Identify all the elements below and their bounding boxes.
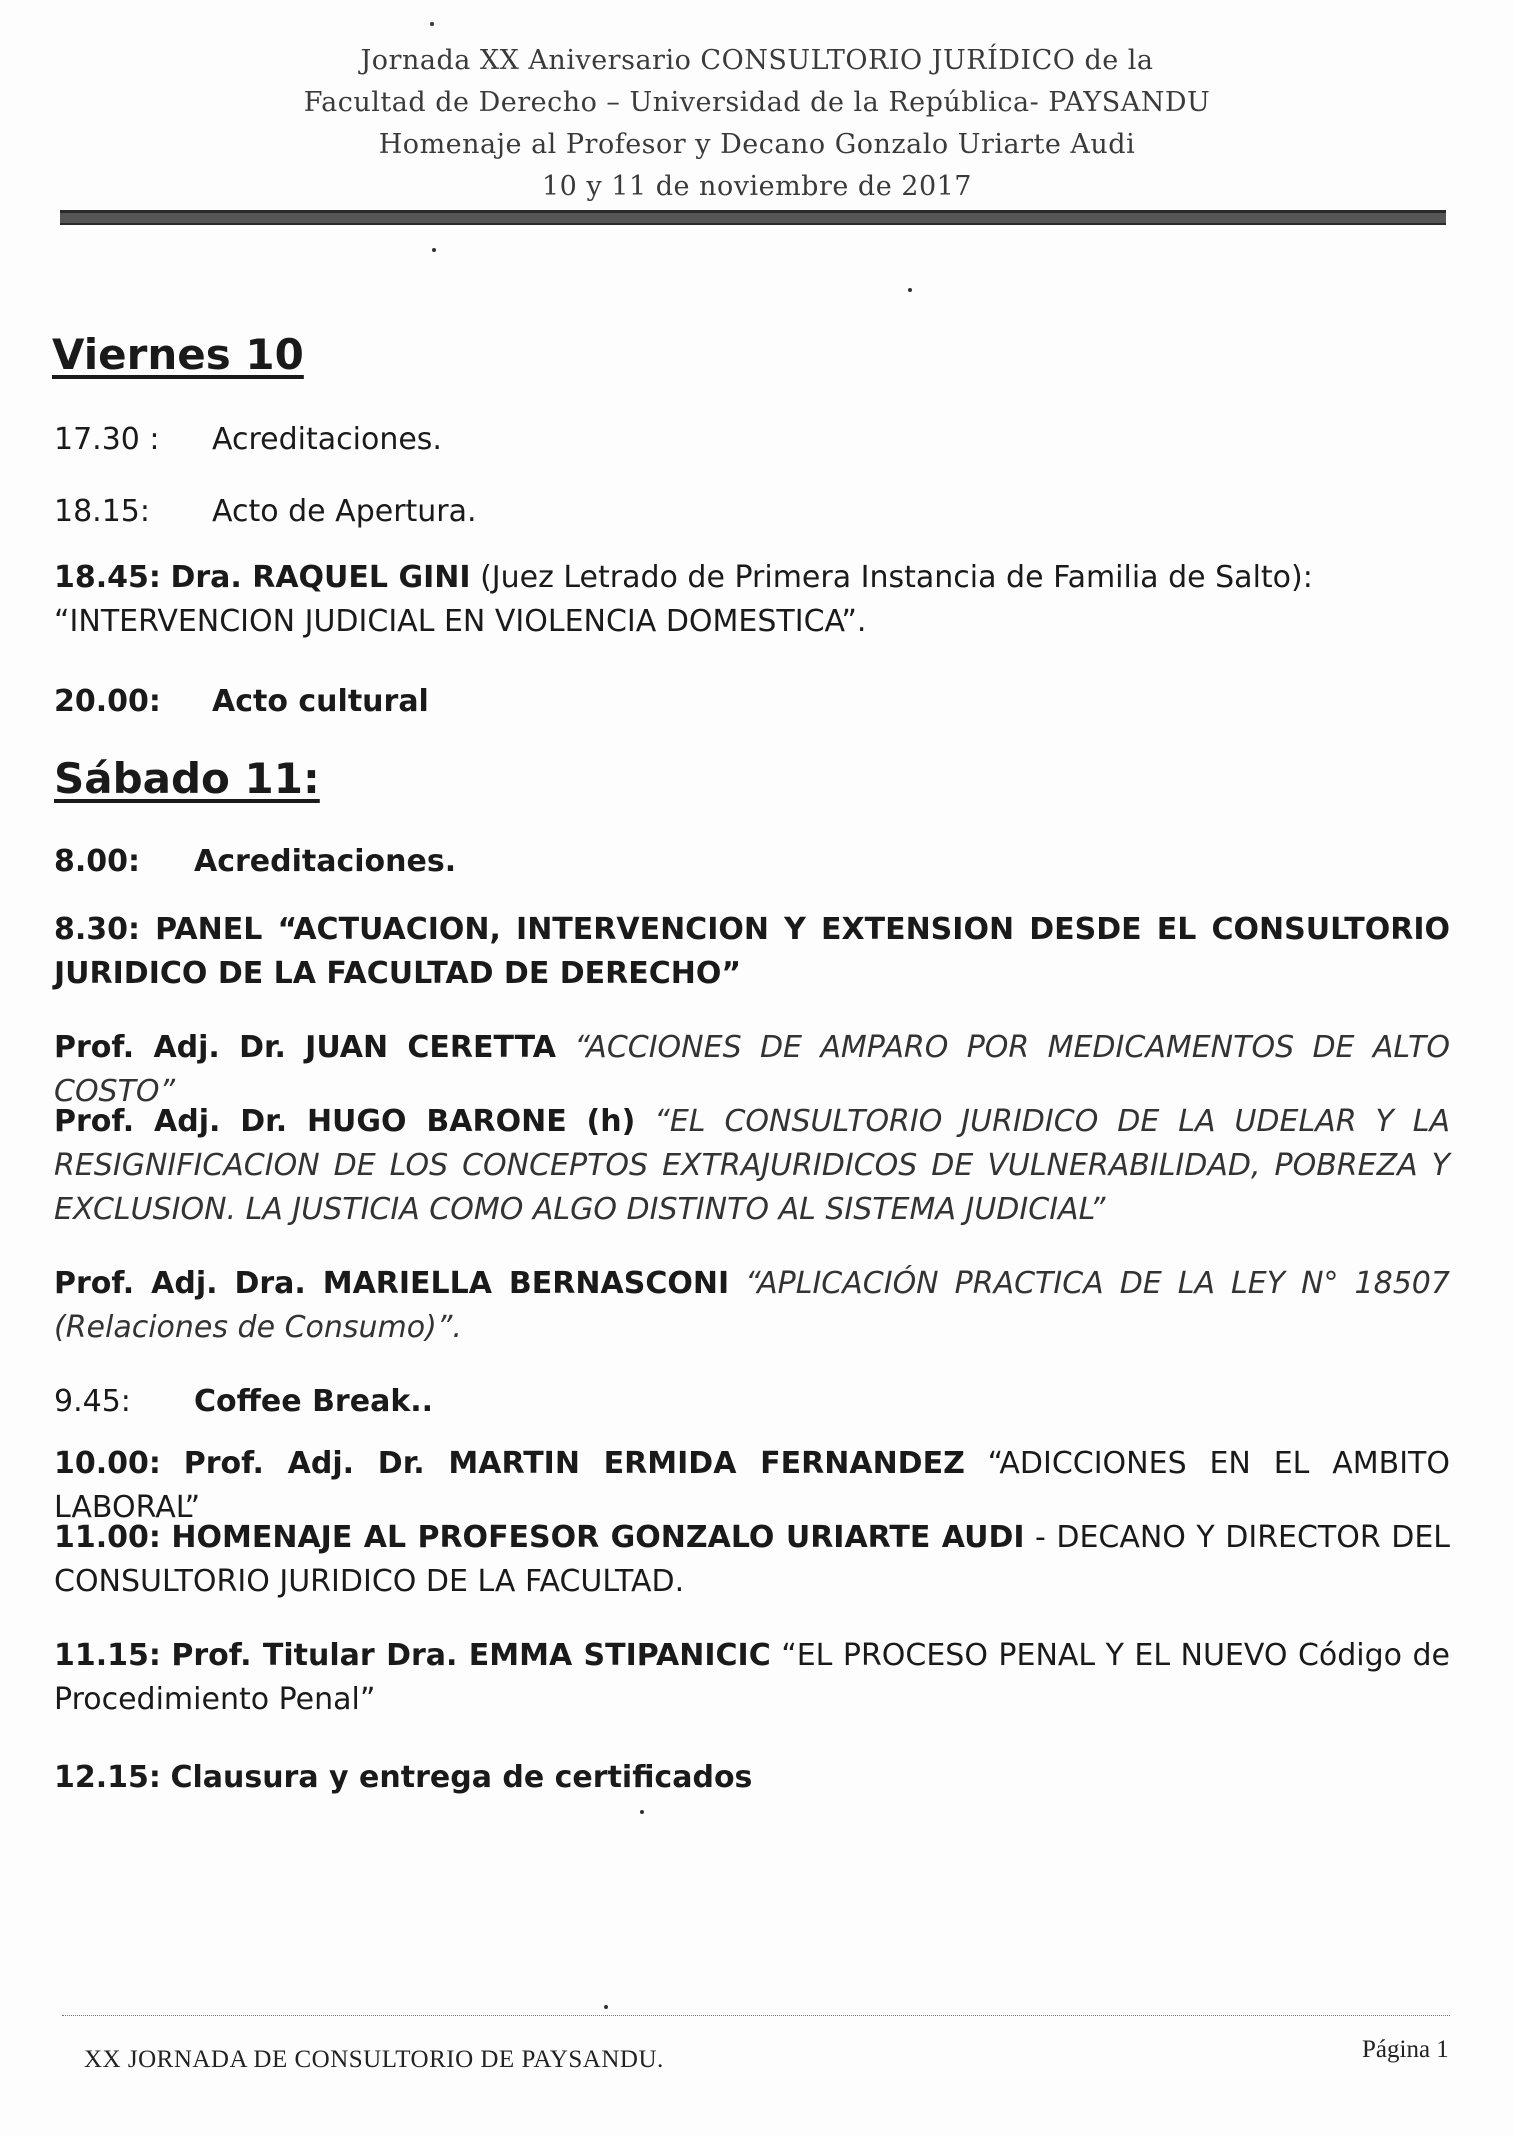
header-line-2: Facultad de Derecho – Universidad de la República- PAYSANDU [303, 87, 1211, 118]
page-number: Página 1 [1362, 2036, 1449, 2063]
header-line-4: 10 y 11 de noviembre de 2017 [542, 171, 972, 202]
day-heading-viernes: Viernes 10 [52, 330, 304, 379]
scan-speck [432, 248, 436, 252]
schedule-item: 8.30: PANEL “ACTUACION, INTERVENCION Y EXTENSION DESDE EL CONSULTORIO JURIDICO DE LA FACULTAD DE DERECHO” [54, 912, 1450, 991]
header-line-1: Jornada XX Aniversario CONSULTORIO JURÍDICO de la [360, 45, 1154, 76]
scan-speck [430, 22, 434, 26]
schedule-item: 18.45: Dra. RAQUEL GINI (Juez Letrado de Primera Instancia de Familia de Salto): “INTERVENCION JUDICIAL EN VIOLENCIA DOMESTICA”. [54, 560, 1313, 639]
header-divider [60, 210, 1446, 225]
scan-speck [604, 2005, 608, 2009]
day-heading-sabado: Sábado 11: [54, 754, 320, 803]
document-header [0, 40, 1514, 208]
footer-title: XX JORNADA DE CONSULTORIO DE PAYSANDU. [84, 2046, 664, 2073]
schedule-item: Prof. Adj. Dra. MARIELLA BERNASCONI “APLICACIÓN PRACTICA DE LA LEY N° 18507 (Relaciones de Consumo)”. [54, 1266, 1450, 1345]
header-line-3: Homenaje al Profesor y Decano Gonzalo Uriarte Audi [378, 129, 1136, 160]
schedule-item: 9.45: Coffee Break.. [54, 1384, 434, 1419]
schedule-item: 8.00: Acreditaciones. [54, 844, 457, 879]
schedule-item: 17.30 : Acreditaciones. [54, 422, 442, 457]
schedule-item: 18.15: Acto de Apertura. [54, 494, 477, 529]
scan-speck [640, 1810, 644, 1814]
footer-divider [62, 2015, 1450, 2016]
scan-speck [908, 288, 912, 292]
schedule-item: Prof. Adj. Dr. HUGO BARONE (h) “EL CONSULTORIO JURIDICO DE LA UDELAR Y LA RESIGNIFICACION DE LOS CONCEPTOS EXTRAJURIDICOS DE VULNERABILIDAD, POBREZA Y EXCLUSION. LA JUSTICIA COMO ALGO DISTINTO AL SISTEMA JUDICIAL” [54, 1104, 1450, 1227]
schedule-item: 11.00: HOMENAJE AL PROFESOR GONZALO URIARTE AUDI - DECANO Y DIRECTOR DEL CONSULTORIO JURIDICO DE LA FACULTAD. [54, 1520, 1450, 1599]
schedule-item: 10.00: Prof. Adj. Dr. MARTIN ERMIDA FERNANDEZ “ADICCIONES EN EL AMBITO LABORAL” [54, 1446, 1450, 1525]
schedule-item: Prof. Adj. Dr. JUAN CERETTA “ACCIONES DE AMPARO POR MEDICAMENTOS DE ALTO COSTO” [54, 1030, 1450, 1109]
schedule-item: 11.15: Prof. Titular Dra. EMMA STIPANICIC “EL PROCESO PENAL Y EL NUEVO Código de Procedimiento Penal” [54, 1638, 1450, 1717]
schedule-item: 20.00: Acto cultural [54, 684, 429, 719]
schedule-item: 12.15: Clausura y entrega de certificados [54, 1760, 753, 1795]
